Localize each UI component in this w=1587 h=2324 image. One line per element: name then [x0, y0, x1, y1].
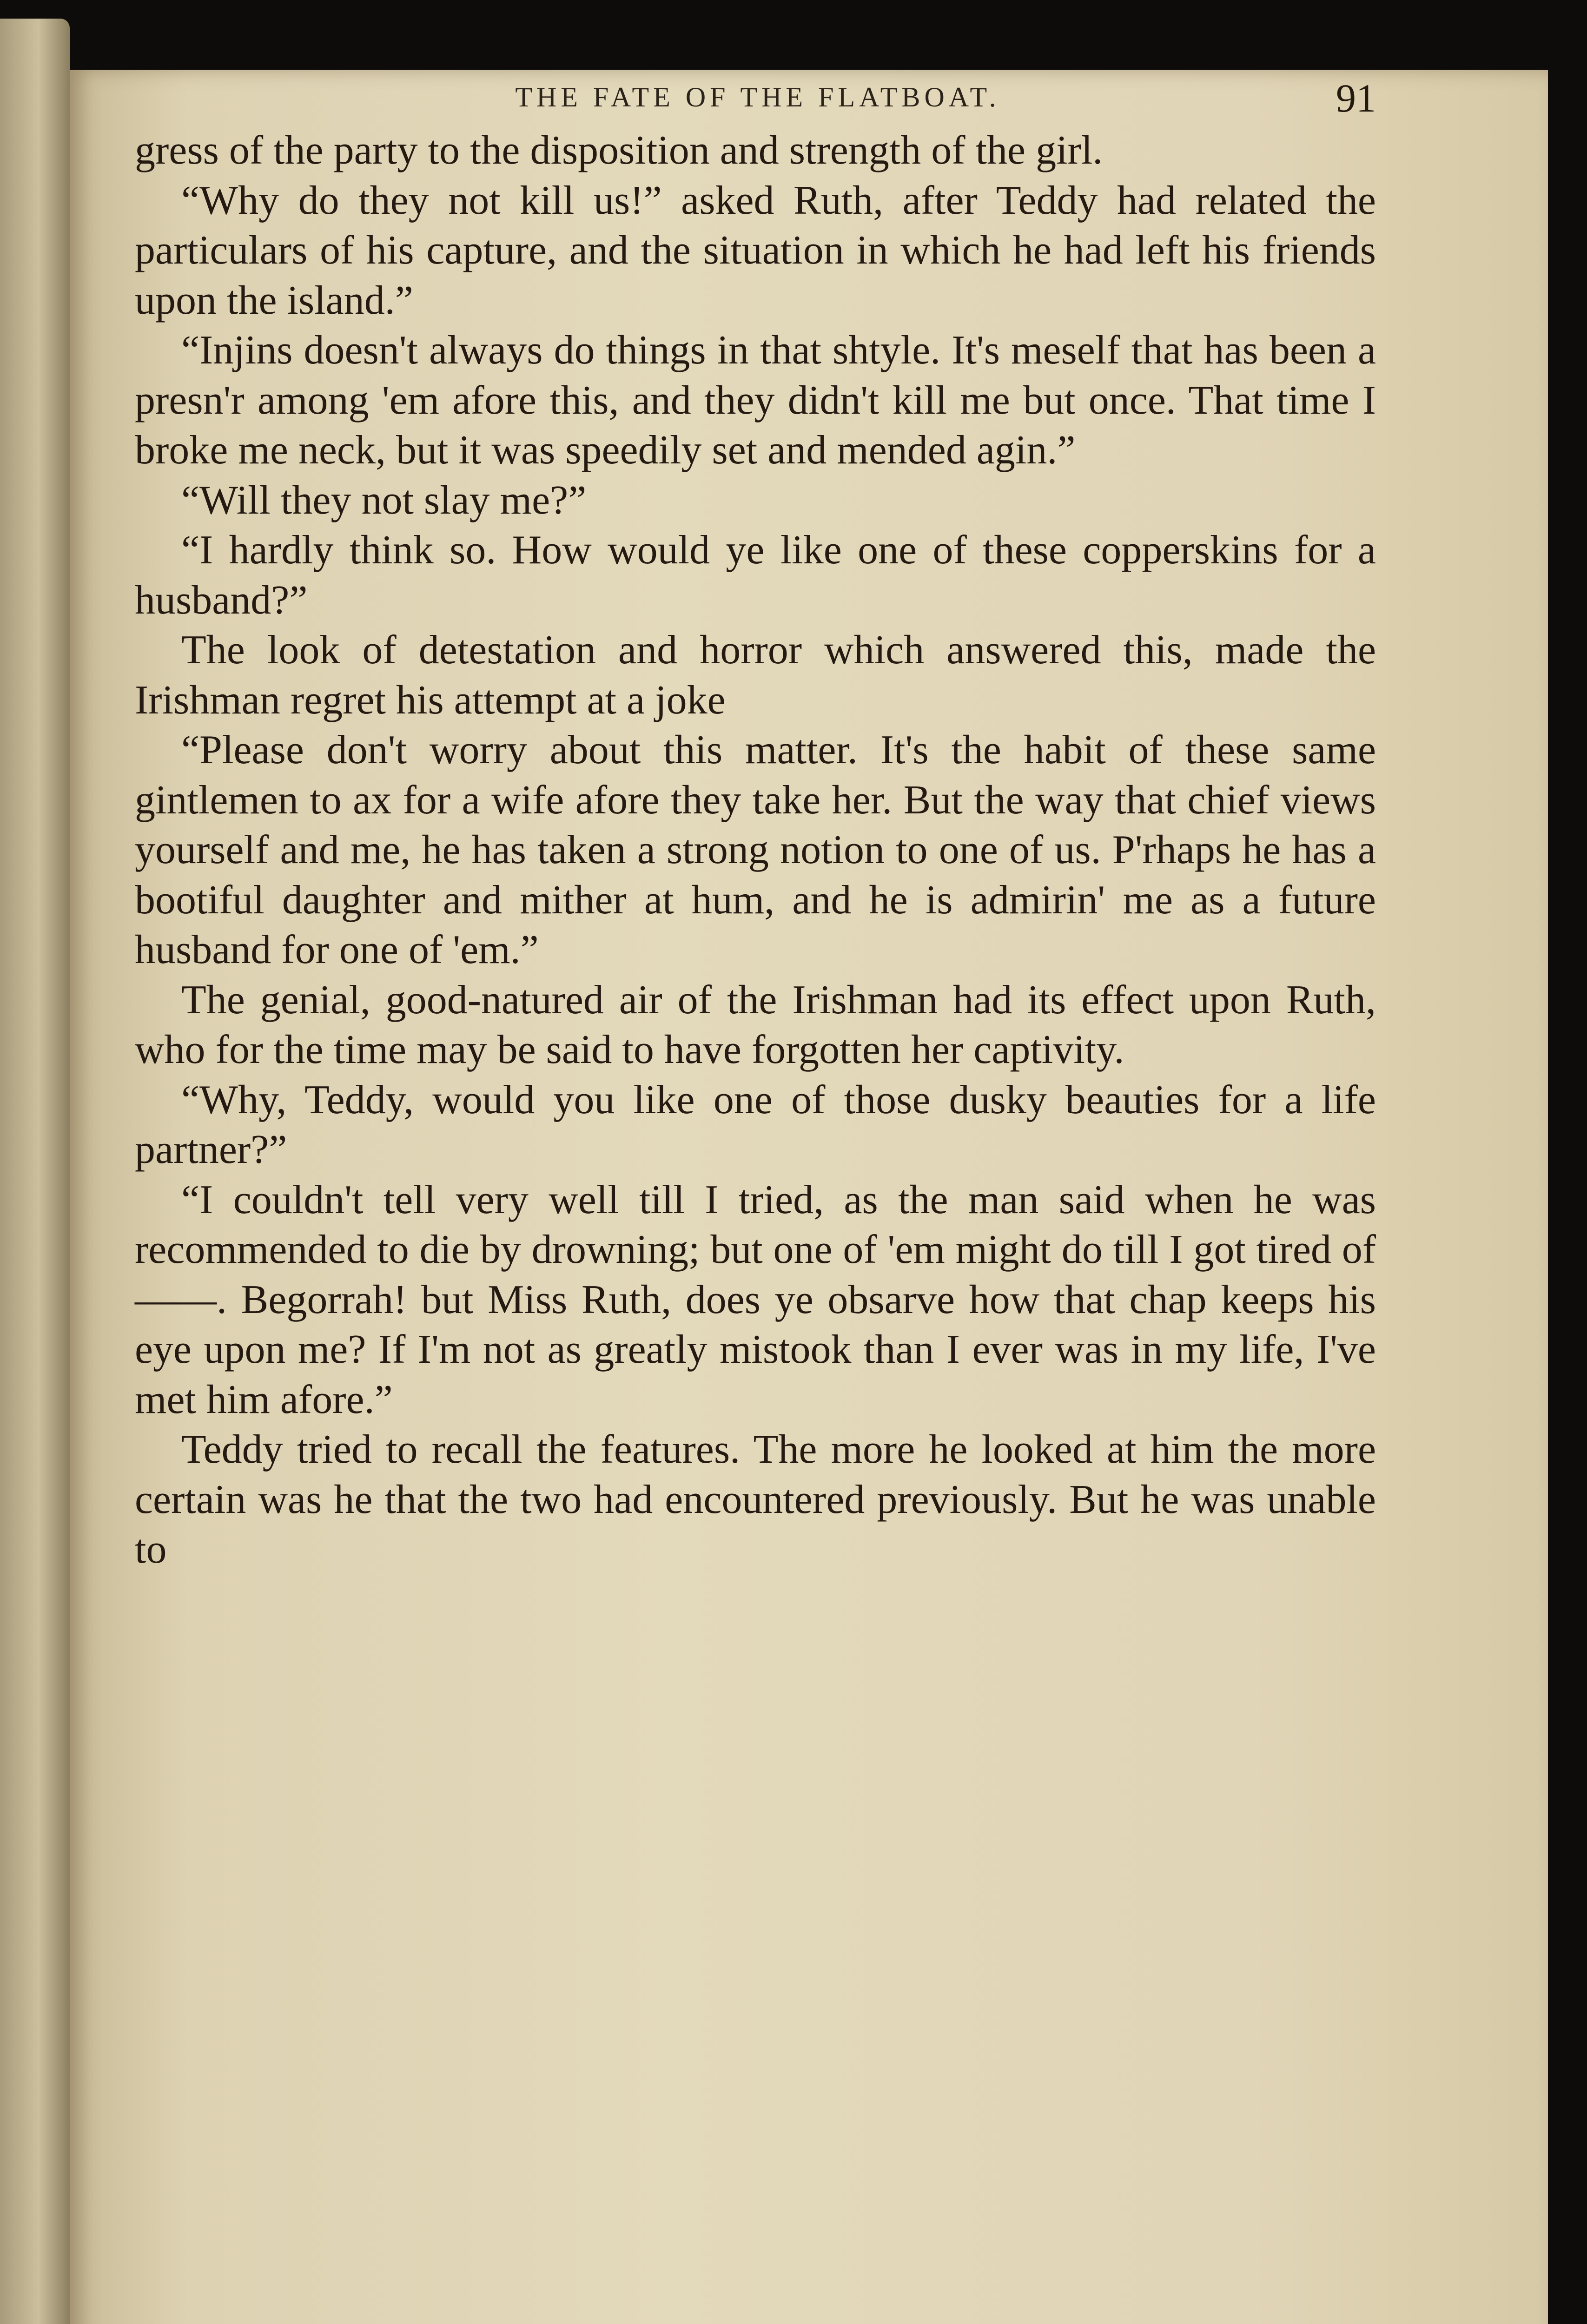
paragraph-7: “Please don't worry about this matter. It's the habit of these same gintlemen to ax for a wife afore they take her. But the way that chief views yourself and me, he has taken a strong notion to one of us. P'rhaps he has a bootiful daughter and mither at hum, and he is admirin' me as a future husband for one of 'em.”	[135, 727, 1376, 972]
paragraph-8: The genial, good-natured air of the Irishman had its effect upon Ruth, who for the time may be said to have forgotten her captivity.	[135, 977, 1376, 1072]
paragraph-2: “Why do they not kill us!” asked Ruth, after Teddy had related the particulars of his capture, and the situation in which he had left his friends upon the island.”	[135, 178, 1376, 323]
paragraph-6: The look of detestation and horror which answered this, made the Irishman regret his attempt at a joke	[135, 627, 1376, 723]
paragraph-9: “Why, Teddy, would you like one of those dusky beauties for a life partner?”	[135, 1077, 1376, 1172]
adjacent-page-edge	[0, 19, 70, 2324]
paragraph-4: “Will they not slay me?”	[181, 477, 587, 523]
paragraph-3: “Injins doesn't always do things in that shtyle. It's meself that has been a presn'r among 'em afore this, and they didn't kill me but once. That time I broke me neck, but it was speedily set and mended agin.”	[135, 328, 1376, 473]
paragraph-5: “I hardly think so. How would ye like one of these copperskins for a husband?”	[135, 528, 1376, 623]
paragraph-10: “I couldn't tell very well till I tried, as the man said when he was recommended to die by drowning; but one of 'em might do till I got tired of——. Begorrah! but Miss Ruth, does ye obsarve how that chap keeps his eye upon me? If I'm not as greatly mistook than I ever was in my life, I've met him afore.”	[135, 1177, 1376, 1422]
paragraph-1: gress of the party to the disposition and strength of the girl.	[135, 128, 1103, 173]
running-head: THE FATE OF THE FLATBOAT.	[515, 82, 1000, 112]
paragraph-11: Teddy tried to recall the features. The more he looked at him the more certain was he that the two had encountered previously. But he was unable to	[135, 1427, 1376, 1572]
page-number: 91	[1336, 76, 1376, 120]
page-body	[135, 125, 1376, 1575]
